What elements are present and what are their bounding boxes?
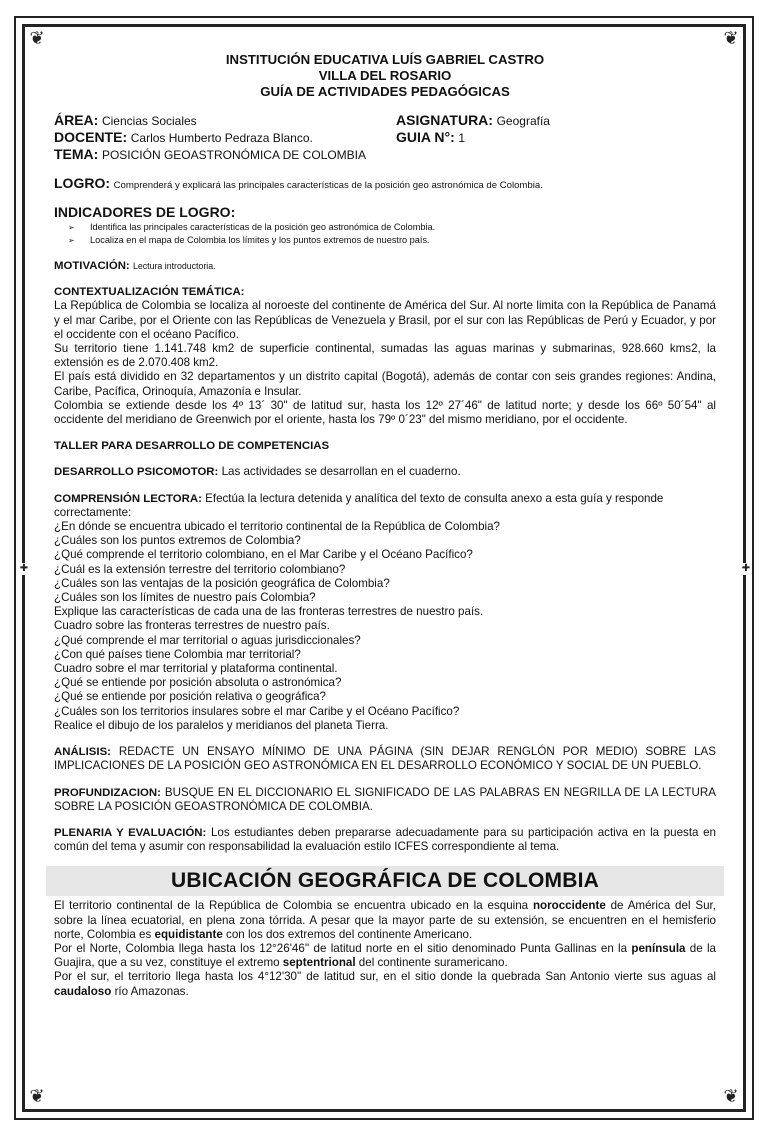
- profundizacion-label: PROFUNDIZACION:: [54, 786, 161, 799]
- text-run: de América del Sur, sobre la línea ecuatorial, en plena zona tórrida. A pesar que la mayor parte de su extensión, se encuentren en el hemisferio norte, Colombia es: [54, 899, 716, 941]
- asignatura-label: ASIGNATURA:: [396, 112, 493, 128]
- guia-value: 1: [458, 131, 466, 145]
- text-run: del continente suramericano.: [355, 956, 508, 970]
- ubicacion-section: [54, 899, 716, 998]
- corner-ornament-icon: ❦: [26, 1086, 48, 1108]
- bold-term: península: [631, 941, 686, 955]
- bold-term: equidistante: [154, 927, 223, 941]
- plenaria-section: [54, 826, 716, 854]
- text-run: de la Guajira, que a su vez, constituye el extremo: [54, 941, 716, 970]
- indicadores-label: INDICADORES DE LOGRO:: [54, 204, 236, 220]
- text-run: El territorio continental de la República de Colombia se encuentra ubicado en la esquina: [54, 899, 533, 913]
- question-item: Cuadro sobre las fronteras terrestres de nuestro país.: [54, 619, 330, 633]
- meta-row-area: [54, 112, 716, 129]
- motivacion-section: [54, 259, 716, 273]
- bold-term: noroccidente: [532, 899, 606, 913]
- contexto-paragraph: La República de Colombia se localiza al noroeste del continente de América del Sur. Al norte limita con la República de Panamá y el mar Caribe, por el Oriente con las Repúblicas de Venezuela y Brasil, por el sur con las Repúblicas de Perú y Ecuador, y por el occidente con el océano Pacífico.: [54, 299, 716, 341]
- docente-label: DOCENTE:: [54, 129, 128, 145]
- side-ornament-icon: ✚: [19, 563, 29, 574]
- contexto-paragraph: El país está dividido en 32 departamentos y un distrito capital (Bogotá), además de contar con seis grandes regiones: Andina, Caribe, Pacífica, Orinoquía, Amazonía e Insular.: [54, 370, 716, 398]
- corner-ornament-icon: ❦: [26, 28, 48, 50]
- logro-text: Comprenderá y explicará las principales características de la posición geo astronómica de Colombia.: [113, 180, 543, 191]
- meta-row-tema: [54, 146, 716, 163]
- contexto-section: [54, 285, 716, 427]
- motivacion-label: MOTIVACIÓN:: [54, 260, 130, 272]
- corner-ornament-icon: ❦: [720, 1086, 742, 1108]
- question-item: Realice el dibujo de los paralelos y meridianos del planeta Tierra.: [54, 718, 389, 732]
- ubicacion-paragraph: [54, 942, 716, 970]
- asignatura-value: Geografía: [496, 114, 550, 128]
- question-item: ¿Qué se entiende por posición relativa o geográfica?: [54, 690, 326, 704]
- contexto-paragraph: Colombia se extiende desde los 4º 13´ 30" de latitud sur, hasta los 12º 27´46" de latitud norte; y desde los 66º 50´54" al occidente del meridiano de Greenwich por el oriente, hasta los 79º 0´23" del mismo meridiano, por el occidente.: [54, 398, 716, 427]
- analisis-label: ANÁLISIS:: [54, 746, 111, 759]
- question-item: ¿Cuáles son los puntos extremos de Colombia?: [54, 534, 301, 548]
- profundizacion-text: BUSQUE EN EL DICCIONARIO EL SIGNIFICADO DE LAS PALABRAS EN NEGRILLA DE LA LECTURA SOBRE LA POSICIÓN GEOASTRONÓMICA DE COLOMBIA.: [54, 785, 716, 813]
- bold-term: septentrional: [282, 956, 356, 970]
- question-item: ¿En dónde se encuentra ubicado el territorio continental de la República de Colombia?: [54, 520, 500, 534]
- indicadores-section: [54, 204, 716, 247]
- meta-row-docente: [54, 129, 716, 146]
- logro-label: LOGRO:: [54, 175, 110, 191]
- list-item: [68, 234, 716, 247]
- institution-location: VILLA DEL ROSARIO: [318, 68, 452, 83]
- list-item: [68, 221, 716, 234]
- side-ornament-icon: ✚: [741, 563, 751, 574]
- question-item: ¿Qué comprende el mar territorial o aguas jurisdiccionales?: [54, 633, 361, 647]
- question-item: ¿Qué comprende el territorio colombiano, en el Mar Caribe y el Océano Pacífico?: [54, 548, 473, 562]
- docente-value: Carlos Humberto Pedraza Blanco.: [130, 131, 313, 145]
- guide-title: GUÍA DE ACTIVIDADES PEDAGÓGICAS: [260, 84, 510, 99]
- question-item: ¿Cuáles son las ventajas de la posición geográfica de Colombia?: [54, 576, 390, 590]
- contexto-label: CONTEXTUALIZACIÓN TEMÁTICA:: [54, 286, 245, 299]
- analisis-text: REDACTE UN ENSAYO MÍNIMO DE UNA PÁGINA (SIN DEJAR RENGLÓN POR MEDIO) SOBRE LAS IMPLICACIONES DE LA POSICIÓN GEO ASTRONÓMICA EN EL DESARROLLO ECONÓMICO Y SOCIAL DE UN PUEBLO.: [54, 745, 716, 773]
- indicador-text: Localiza en el mapa de Colombia los límites y los puntos extremos de nuestro país.: [90, 235, 430, 245]
- comprension-text: Efectúa la lectura detenida y analítica del texto de consulta anexo a esta guía y responde correctamente:: [54, 491, 664, 519]
- question-item: Cuadro sobre el mar territorial y plataforma continental.: [54, 662, 338, 676]
- text-run: Por el Norte, Colombia llega hasta los 12°26'46'' de latitud norte en el sitio denominado Punta Gallinas en la: [54, 941, 632, 955]
- indicador-text: Identifica las principales características de la posición geo astronómica de Colombia.: [90, 222, 436, 232]
- psicomotor-section: [54, 465, 716, 479]
- question-item: ¿Cuáles son los territorios insulares sobre el mar Caribe y el Océano Pacífico?: [54, 704, 460, 718]
- question-item: Explique las características de cada una de las fronteras terrestres de nuestro país.: [54, 605, 484, 619]
- taller-heading: TALLER PARA DESARROLLO DE COMPETENCIAS: [54, 440, 330, 453]
- arrow-bullet-icon: ➢: [68, 223, 75, 232]
- document-header: [54, 52, 716, 100]
- ubicacion-paragraph: [54, 970, 716, 998]
- logro-section: [54, 175, 716, 194]
- corner-ornament-icon: ❦: [720, 28, 742, 50]
- question-item: ¿Qué se entiende por posición absoluta o astronómica?: [54, 676, 342, 690]
- tema-label: TEMA:: [54, 146, 99, 162]
- comprension-label: COMPRENSIÓN LECTORA:: [54, 492, 202, 505]
- plenaria-text: Los estudiantes deben prepararse adecuadamente para su participación activa en la puesta en común del tema y asumir con responsabilidad la evaluación estilo ICFES correspondiente al tema.: [54, 825, 716, 854]
- bold-term: caudaloso: [54, 984, 112, 998]
- ubicacion-title: UBICACIÓN GEOGRÁFICA DE COLOMBIA: [46, 866, 724, 896]
- analisis-section: [54, 745, 716, 773]
- area-label: ÁREA:: [54, 112, 99, 128]
- area-value: Ciencias Sociales: [101, 114, 197, 128]
- question-item: ¿Cuál es la extensión terrestre del territorio colombiano?: [54, 562, 346, 576]
- text-run: con los dos extremos del continente Americano.: [222, 927, 473, 941]
- psicomotor-text: Las actividades se desarrollan en el cuaderno.: [221, 465, 461, 479]
- tema-value: POSICIÓN GEOASTRONÓMICA DE COLOMBIA: [101, 148, 366, 162]
- psicomotor-label: DESARROLLO PSICOMOTOR:: [54, 466, 219, 479]
- question-item: ¿Con qué países tiene Colombia mar territorial?: [54, 647, 301, 661]
- motivacion-text: Lectura introductoria.: [132, 261, 216, 271]
- plenaria-label: PLENARIA Y EVALUACIÓN:: [54, 826, 207, 839]
- comprension-section: [54, 492, 716, 733]
- text-run: Por el sur, el territorio llega hasta los 4°12'30'' de latitud sur, en el sitio donde la quebrada San Antonio vierte sus aguas al: [54, 970, 716, 984]
- contexto-paragraph: Su territorio tiene 1.141.748 km2 de superficie continental, sumadas las aguas marinas y submarinas, 928.660 kms2, la extensión es de 2.070.408 km2.: [54, 342, 716, 370]
- arrow-bullet-icon: ➢: [68, 236, 75, 245]
- institution-name: INSTITUCIÓN EDUCATIVA LUÍS GABRIEL CASTRO: [225, 52, 545, 67]
- guia-label: GUIA N°:: [396, 129, 455, 145]
- ubicacion-paragraph: [54, 899, 716, 942]
- text-run: río Amazonas.: [111, 984, 189, 998]
- profundizacion-section: [54, 786, 716, 814]
- question-item: ¿Cuáles son los límites de nuestro país Colombia?: [54, 591, 316, 605]
- document-page: [54, 52, 716, 999]
